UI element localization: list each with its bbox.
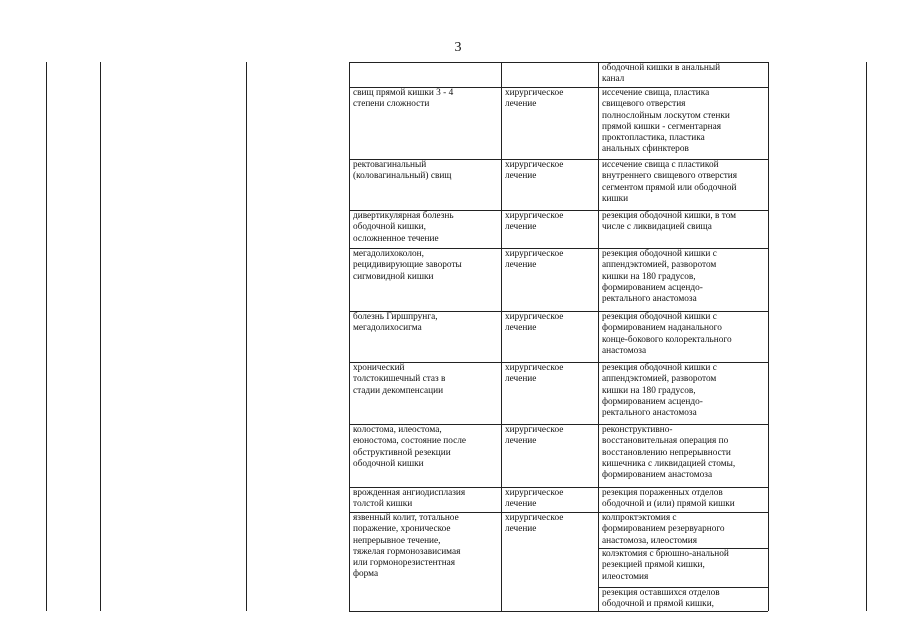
method-cell-line: восстановительная операция по bbox=[602, 436, 729, 447]
method-cell-line: сегментом прямой или ободочной bbox=[602, 182, 737, 193]
method-cell-line: колпроктэктомия с bbox=[602, 513, 677, 523]
treatment-cell-line: хирургическое bbox=[505, 363, 564, 373]
disease-cell bbox=[353, 88, 453, 111]
method-cell-line: формированием резервуарного bbox=[602, 524, 725, 535]
method-cell-line: иссечение свища с пластикой bbox=[602, 160, 719, 170]
method-cell-line: внутреннего свищевого отверстия bbox=[602, 171, 738, 182]
treatment-cell-line: лечение bbox=[505, 99, 537, 110]
disease-cell-line: ректовагинальный bbox=[353, 160, 427, 170]
method-cell-line: реконструктивно- bbox=[602, 425, 673, 435]
disease-cell-line: или гормонорезистентная bbox=[353, 558, 456, 569]
treatment-cell-line: лечение bbox=[505, 524, 537, 535]
disease-cell-line: болезнь Гиршпрунга, bbox=[353, 312, 438, 322]
table-vertical-rule bbox=[349, 62, 350, 611]
disease-cell-line: форма bbox=[353, 569, 379, 580]
method-cell bbox=[602, 363, 717, 419]
treatment-cell-line: лечение bbox=[505, 171, 537, 182]
method-cell-line: кишки на 180 градусов, bbox=[602, 385, 696, 396]
method-cell-line: аппендэктомией, разворотом bbox=[602, 374, 717, 385]
page-number: 3 bbox=[454, 40, 462, 55]
method-cell-line: прямой кишки - сегментарная bbox=[602, 121, 721, 132]
method-cell-line: ободочной и прямой кишки, bbox=[602, 599, 714, 610]
treatment-cell-line: лечение bbox=[505, 374, 537, 385]
table-vertical-rule bbox=[100, 62, 101, 611]
treatment-cell-line: хирургическое bbox=[505, 488, 564, 498]
treatment-cell-line: хирургическое bbox=[505, 211, 564, 221]
treatment-cell bbox=[505, 425, 563, 448]
method-cell-line: ободочной и (или) прямой кишки bbox=[602, 499, 735, 510]
method-cell-line: ободочной кишки в анальный bbox=[602, 63, 721, 73]
method-cell-line: резекция оставшихся отделов bbox=[602, 588, 720, 598]
disease-cell bbox=[353, 488, 465, 511]
disease-cell bbox=[353, 211, 454, 245]
method-cell bbox=[602, 160, 737, 205]
disease-cell bbox=[353, 160, 451, 183]
disease-cell-line: ободочной кишки bbox=[353, 458, 424, 469]
method-cell-line: резекция пораженных отделов bbox=[602, 488, 723, 498]
method-cell-line: числе с ликвидацией свища bbox=[602, 222, 712, 233]
disease-cell bbox=[353, 513, 460, 581]
table-vertical-rule bbox=[501, 62, 502, 611]
method-cell-line: ректального анастомоза bbox=[602, 294, 697, 305]
disease-cell-line: обструктивной резекции bbox=[353, 447, 451, 458]
treatment-cell bbox=[505, 88, 563, 111]
method-cell-line: свищевого отверстия bbox=[602, 99, 686, 110]
disease-cell-line: толстокишечный стаз в bbox=[353, 374, 446, 385]
disease-cell-line: рецидивирующие завороты bbox=[353, 260, 462, 271]
method-cell-line: иссечение свища, пластика bbox=[602, 88, 710, 98]
disease-cell-line: дивертикулярная болезнь bbox=[353, 211, 454, 221]
treatment-cell bbox=[505, 363, 563, 386]
method-cell-line: кишки bbox=[602, 193, 629, 204]
table-vertical-rule bbox=[768, 62, 769, 611]
treatment-cell-line: лечение bbox=[505, 499, 537, 510]
table-vertical-rule bbox=[598, 62, 599, 611]
disease-cell-line: мегадолихосигма bbox=[353, 323, 422, 334]
table-vertical-rule bbox=[246, 62, 247, 611]
method-cell bbox=[602, 588, 720, 611]
treatment-cell-line: хирургическое bbox=[505, 425, 564, 435]
method-cell bbox=[602, 312, 732, 357]
method-cell bbox=[602, 211, 736, 234]
treatment-cell-line: хирургическое bbox=[505, 160, 564, 170]
treatment-cell bbox=[505, 249, 563, 272]
treatment-cell-line: лечение bbox=[505, 260, 537, 271]
method-cell-line: резекция ободочной кишки с bbox=[602, 312, 717, 322]
method-cell-line: резекция ободочной кишки с bbox=[602, 363, 717, 373]
treatment-cell bbox=[505, 513, 563, 536]
method-cell-line: резекция ободочной кишки, в том bbox=[602, 211, 737, 221]
disease-cell bbox=[353, 363, 445, 397]
disease-cell-line: свищ прямой кишки 3 - 4 bbox=[353, 88, 454, 98]
method-cell-line: аппендэктомией, разворотом bbox=[602, 260, 717, 271]
disease-cell-line: осложненное течение bbox=[353, 233, 439, 244]
method-cell-line: анастомоза, илеостомия bbox=[602, 535, 698, 546]
method-cell-line: резекция ободочной кишки с bbox=[602, 249, 717, 259]
disease-cell bbox=[353, 425, 466, 470]
method-cell-line: формированием асцендо- bbox=[602, 396, 703, 407]
method-cell bbox=[602, 488, 735, 511]
method-cell-line: анастомоза bbox=[602, 345, 647, 356]
method-cell-line: формированием анастомоза bbox=[602, 470, 713, 481]
table-vertical-rule bbox=[866, 62, 867, 611]
method-cell-line: формированием асцендо- bbox=[602, 282, 703, 293]
treatment-cell bbox=[505, 160, 563, 183]
treatment-cell-line: лечение bbox=[505, 222, 537, 233]
table-vertical-rule bbox=[46, 62, 47, 611]
method-cell bbox=[602, 513, 725, 547]
disease-cell-line: тяжелая гормонозависимая bbox=[353, 546, 461, 557]
disease-cell-line: поражение, хроническое bbox=[353, 524, 451, 535]
method-cell-line: канал bbox=[602, 74, 625, 85]
method-cell bbox=[602, 249, 717, 305]
method-cell-line: проктопластика, пластика bbox=[602, 133, 705, 144]
disease-cell-line: толстой кишки bbox=[353, 499, 413, 510]
method-cell-line: кишечника с ликвидацией стомы, bbox=[602, 458, 736, 469]
method-cell-line: анальных сфинктеров bbox=[602, 144, 689, 155]
disease-cell-line: стадии декомпенсации bbox=[353, 385, 444, 396]
disease-cell-line: мегадолихоколон, bbox=[353, 249, 424, 259]
method-cell bbox=[602, 549, 729, 583]
method-cell-line: колэктомия с брюшно-анальной bbox=[602, 549, 729, 559]
treatment-cell-line: хирургическое bbox=[505, 312, 564, 322]
disease-cell-line: еюностома, состояние после bbox=[353, 436, 467, 447]
method-cell-line: формированием наданального bbox=[602, 323, 722, 334]
disease-cell-line: колостома, илеостома, bbox=[353, 425, 442, 435]
treatment-cell bbox=[505, 211, 563, 234]
treatment-cell-line: лечение bbox=[505, 436, 537, 447]
disease-cell-line: сигмовидной кишки bbox=[353, 271, 434, 282]
treatment-cell-line: хирургическое bbox=[505, 88, 564, 98]
method-cell bbox=[602, 425, 735, 481]
method-cell-line: конце-бокового колоректального bbox=[602, 334, 732, 345]
method-cell-line: резекцией прямой кишки, bbox=[602, 560, 705, 571]
method-cell bbox=[602, 88, 730, 156]
method-cell-line: илеостомия bbox=[602, 571, 649, 582]
disease-cell-line: врожденная ангиодисплазия bbox=[353, 488, 466, 498]
disease-cell-line: хронический bbox=[353, 363, 405, 373]
table-horizontal-rule bbox=[349, 611, 768, 612]
method-cell-line: восстановлению непрерывности bbox=[602, 447, 731, 458]
disease-cell-line: язвенный колит, тотальное bbox=[353, 513, 459, 523]
disease-cell-line: степени сложности bbox=[353, 99, 430, 110]
disease-cell-line: ободочной кишки, bbox=[353, 222, 426, 233]
disease-cell bbox=[353, 249, 462, 283]
treatment-cell bbox=[505, 312, 563, 335]
treatment-cell-line: лечение bbox=[505, 323, 537, 334]
disease-cell-line: непрерывное течение, bbox=[353, 535, 441, 546]
method-cell bbox=[602, 63, 720, 86]
treatment-cell bbox=[505, 488, 563, 511]
disease-cell-line: (коловагинальный) свищ bbox=[353, 171, 452, 182]
treatment-cell-line: хирургическое bbox=[505, 249, 564, 259]
method-cell-line: ректального анастомоза bbox=[602, 408, 697, 419]
disease-cell bbox=[353, 312, 438, 335]
method-cell-line: кишки на 180 градусов, bbox=[602, 271, 696, 282]
method-cell-line: полнослойным лоскутом стенки bbox=[602, 110, 730, 121]
treatment-cell-line: хирургическое bbox=[505, 513, 564, 523]
